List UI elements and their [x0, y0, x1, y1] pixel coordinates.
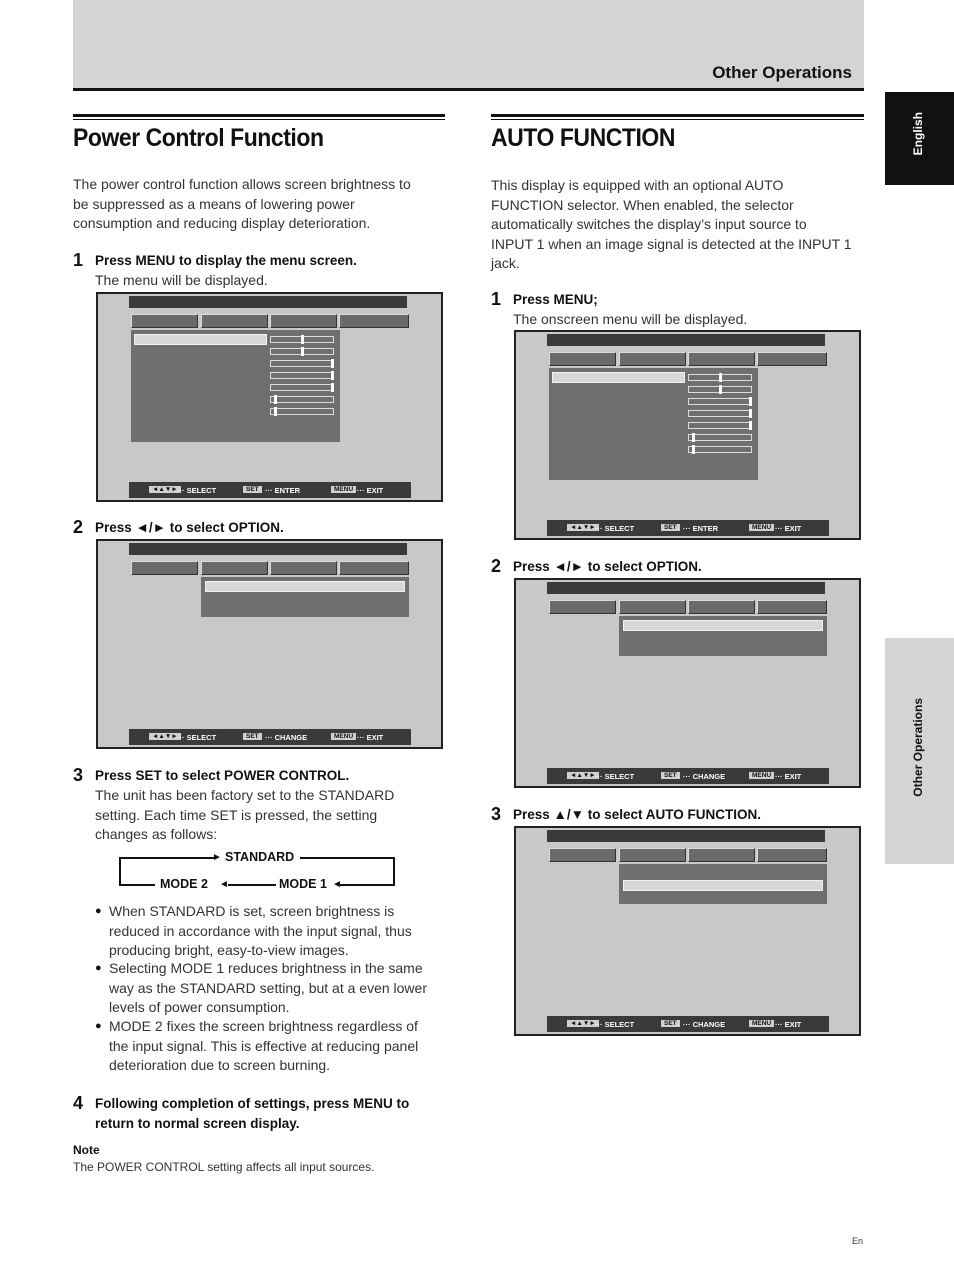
auto-function-title: AUTO FUNCTION — [491, 124, 675, 152]
page-number: En — [852, 1236, 864, 1246]
bullet-mode1: ● Selecting MODE 1 reduces brightness in the same way as the STANDARD setting, but at a even lower levels of power consumption. — [95, 960, 427, 1015]
step-title: Press MENU to display the menu screen. — [95, 253, 357, 268]
step-description: The unit has been factory set to the STANDARD setting. Each time SET is pressed, the setting changes as follows: — [95, 787, 395, 842]
right-title-rule — [491, 114, 864, 120]
note-title: Note — [73, 1143, 100, 1157]
step-number: 3 — [73, 765, 84, 785]
flow-mode1: MODE 1 — [279, 877, 327, 891]
menu-screen-auto-function — [514, 826, 861, 1036]
step-title: Press SET to select POWER CONTROL. — [95, 768, 350, 783]
step-title: Press ◄/► to select OPTION. — [95, 520, 284, 535]
power-control-title: Power Control Function — [73, 124, 324, 152]
step-number: 1 — [73, 250, 84, 270]
side-tab-language-label: English — [911, 112, 925, 156]
menu-footer: ◄▲▼► ··· SELECT SET ··· ENTER MENU ··· EXIT — [129, 482, 411, 498]
menu-footer: ◄▲▼► ··· SELECT SET ··· CHANGE MENU ··· EXIT — [547, 1016, 829, 1032]
step-title: Following completion of settings, press MENU to return to normal screen display. — [95, 1096, 410, 1131]
step-number: 4 — [73, 1093, 84, 1113]
menu-footer: ◄▲▼► ··· SELECT SET ··· CHANGE MENU ··· EXIT — [547, 768, 829, 784]
power-control-intro: The power control function allows screen brightness to be suppressed as a means of lowering power consumption and reducing display deterioration. — [73, 176, 411, 231]
side-tab-section-label: Other Operations — [911, 698, 925, 797]
note-text: The POWER CONTROL setting affects all input sources. — [73, 1160, 375, 1174]
menu-screen-main — [514, 330, 861, 540]
step-number: 3 — [491, 804, 502, 824]
step-title: Press ▲/▼ to select AUTO FUNCTION. — [513, 807, 762, 822]
menu-screen-option — [96, 539, 443, 749]
menu-footer: ◄▲▼► ··· SELECT SET ··· ENTER MENU ··· EXIT — [547, 520, 829, 536]
bullet-mode2: ● MODE 2 fixes the screen brightness regardless of the input signal. This is effective at reducing panel deterioration due to screen burning. — [95, 1018, 419, 1073]
step-title: Press ◄/► to select OPTION. — [513, 559, 702, 574]
menu-screen-main — [96, 292, 443, 502]
left-title-rule — [73, 114, 445, 120]
flow-standard: STANDARD — [225, 850, 295, 864]
step-number: 2 — [491, 556, 502, 576]
side-tab-language — [885, 92, 954, 185]
auto-function-intro: This display is equipped with an optional AUTO FUNCTION selector. When enabled, the selector automatically switches the display’s input source to INPUT 1 when an image signal is detected at the INPUT 1 jack. — [491, 177, 852, 271]
menu-footer: ◄▲▼► ··· SELECT SET ··· CHANGE MENU ··· EXIT — [129, 729, 411, 745]
flow-mode2: MODE 2 — [160, 877, 208, 891]
side-tab-section — [885, 638, 954, 864]
header-rule — [73, 88, 864, 91]
header-section-title: Other Operations — [712, 63, 852, 82]
step-number: 1 — [491, 289, 502, 309]
bullet-standard: ● When STANDARD is set, screen brightness is reduced in accordance with the input signal, thus producing bright, easy-to-view images. — [95, 903, 412, 958]
step-description: The menu will be displayed. — [95, 272, 268, 288]
step-description: The onscreen menu will be displayed. — [513, 311, 748, 327]
menu-screen-option — [514, 578, 861, 788]
step-number: 2 — [73, 517, 84, 537]
step-title: Press MENU; — [513, 292, 598, 307]
